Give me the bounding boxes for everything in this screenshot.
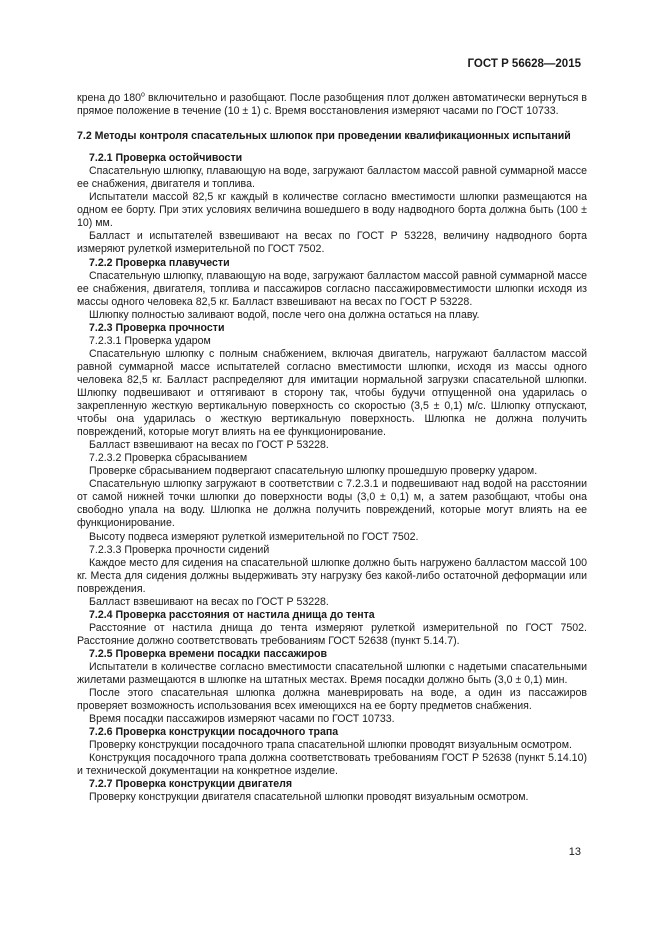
subsection-heading: 7.2.6 Проверка конструкции посадочного трапа [89,726,339,739]
paragraph: Испытатели массой 82,5 кг каждый в количестве согласно вместимости шлюпки размещаются на одном ее борту. При этих условиях величина вошедшего в воду надводного борта должна быть (100 ± 10) мм. [77,191,587,230]
paragraph: Время посадки пассажиров измеряют часами по ГОСТ 10733. [89,713,395,726]
paragraph: Балласт и испытателей взвешивают на весах по ГОСТ Р 53228, величину надводного борта измеряют рулеткой измерительной по ГОСТ 7502. [77,230,587,256]
paragraph: Каждое место для сидения на спасательной шлюпке должно быть нагружено балластом массой 100 кг. Места для сидения должны выдерживать эту нагрузку без какой-либо остаточной деформации или повреждения. [77,556,587,595]
item-heading: 7.2.3.2 Проверка сбрасыванием [89,452,248,465]
document-code-header: ГОСТ Р 56628—2015 [467,58,581,70]
page-body [77,92,587,804]
subsection-heading: 7.2.2 Проверка плавучести [89,256,230,269]
item-heading: 7.2.3.1 Проверка ударом [89,334,211,347]
subsection-heading: 7.2.1 Проверка остойчивости [89,152,243,165]
paragraph: После этого спасательная шлюпка должна маневрировать на воде, а один из пассажиров проверяет возможность использования всех имеющихся на ее борту предметов снабжения. [77,687,587,713]
page-number: 13 [568,846,581,858]
paragraph: Балласт взвешивают на весах по ГОСТ Р 53228. [89,439,329,452]
paragraph: Проверке сбрасыванием подвергают спасательную шлюпку прошедшую проверку ударом. [89,465,538,478]
item-heading: 7.2.3.3 Проверка прочности сидений [89,543,270,556]
paragraph: Конструкция посадочного трапа должна соответствовать требованиям ГОСТ Р 52638 (пункт 5.14.10) и технической документации на конкретное изделие. [77,752,587,778]
paragraph: Балласт взвешивают на весах по ГОСТ Р 53228. [89,595,329,608]
paragraph: Высоту подвеса измеряют рулеткой измерительной по ГОСТ 7502. [89,530,419,543]
degree-superscript: о [141,91,145,99]
paragraph: Проверку конструкции двигателя спасательной шлюпки проводят визуальным осмотром. [89,791,529,804]
intro-text-end: включительно и разобщают. После разобщения плот должен автоматически вернуться в прямое положение в течение (10 ± 1) с. Время восстановления измеряют часами по ГОСТ 10733. [77,92,587,118]
paragraph: Испытатели в количестве согласно вместимости спасательной шлюпки с надетыми спасательными жилетами размещаются в шлюпке на штатных местах. Время посадки должно быть (3,0 ± 0,1) мин. [77,660,587,687]
paragraph: Спасательную шлюпку загружают в соответствии с 7.2.3.1 и подвешивают над водой на расстоянии от самой нижней точки шлюпки до поверхности воды (3,0 ± 0,1) м, а затем разобщают, чтобы она свободно упала на воду. Шлюпка не должна получить повреждений, которые могут влиять на ее функционирование. [77,478,587,530]
paragraph: Расстояние от настила днища до тента измеряют рулеткой измерительной по ГОСТ 7502. Расстояние должно соответствовать требованиям ГОСТ 52638 (пункт 5.14.7). [77,621,587,647]
paragraph: Спасательную шлюпку, плавающую на воде, загружают балластом массой равной суммарной массе ее снабжения, двигателя, топлива и пассажиров согласно пассажировместимости шлюпки исходя из массы одного человека 82,5 кг. Балласт взвешивают на весах по ГОСТ Р 53228. [77,269,587,308]
intro-text-start: крена до 180 [77,92,141,104]
subsection-heading: 7.2.7 Проверка конструкции двигателя [89,778,293,791]
subsection-heading: 7.2.5 Проверка времени посадки пассажиров [89,647,327,660]
subsection-heading: 7.2.4 Проверка расстояния от настила днища до тента [89,608,375,621]
paragraph: Шлюпку полностью заливают водой, после чего она должна остаться на плаву. [89,308,480,321]
section-blocks [77,152,587,804]
paragraph: Проверку конструкции посадочного трапа спасательной шлюпки проводят визуальным осмотром. [89,739,572,752]
paragraph: Спасательную шлюпку с полным снабжением, включая двигатель, нагружают балластом массой равной суммарной массе испытателей согласно вместимости шлюпки, исходя из массы одного человека 82,5 кг. Балласт распределяют для имитации нормальной загрузки спасательной шлюпки. Шлюпку подвешивают и оттягивают в сторону так, чтобы будучи отпущенной она ударилась о закрепленную жесткую вертикальную поверхность со скоростью (3,5 ± 0,1) м/с. Шлюпку отпускают, чтобы она ударилась о жесткую вертикальную поверхность. Шлюпка не должна получить повреждений, которые могут влиять на ее функционирование. [77,347,587,439]
subsection-heading: 7.2.3 Проверка прочности [89,321,225,334]
paragraph: Спасательную шлюпку, плавающую на воде, загружают балластом массой равной суммарной массе ее снабжения, двигателя и топлива. [77,165,587,191]
intro-paragraph [77,92,587,118]
section-title: 7.2 Методы контроля спасательных шлюпок при проведении квалификационных испытаний [77,130,571,143]
